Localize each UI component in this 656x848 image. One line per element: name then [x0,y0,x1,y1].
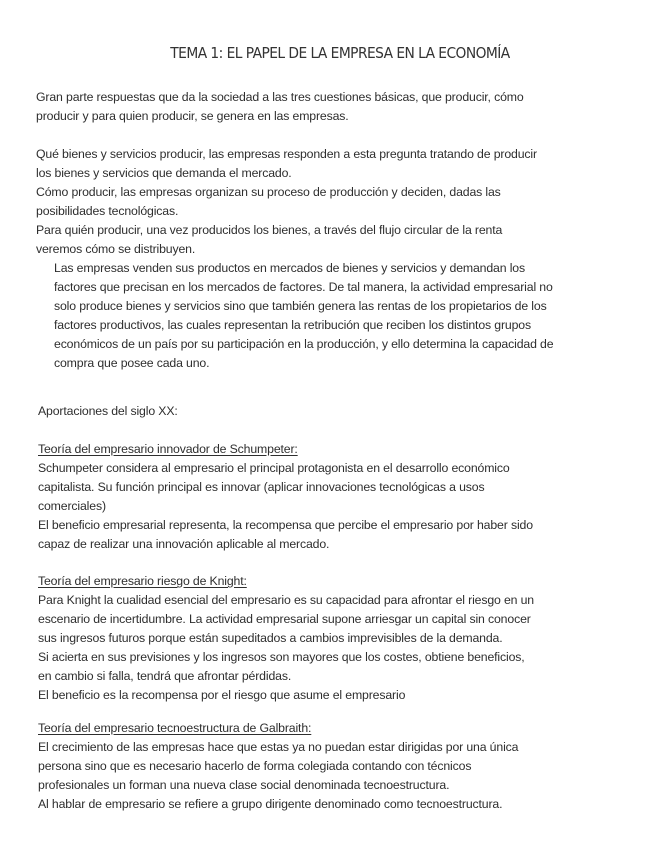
text-line: Qué bienes y servicios producir, las empresas responden a esta pregunta tratando de producir [36,147,537,161]
text-line: Para quién producir, una vez producidos los bienes, a través del flujo circular de la renta [36,223,503,237]
text-line: Schumpeter considera al empresario el principal protagonista en el desarrollo económico [38,461,510,475]
text-line: Al hablar de empresario se refiere a grupo dirigente denominado como tecnoestructura. [38,797,503,811]
text-line: capitalista. Su función principal es innovar (aplicar innovaciones tecnológicas a usos [38,480,485,494]
text-line: veremos cómo se distribuyen. [36,242,196,256]
questions-paragraph [36,145,537,259]
text-line: Gran parte respuestas que da la sociedad a las tres cuestiones básicas, que producir, cómo [36,90,524,104]
text-line: comerciales) [38,499,106,513]
text-line: escenario de incertidumbre. La actividad empresarial supone arriesgar un capital sin conocer [38,612,531,626]
text-line: compra que posee cada uno. [54,356,210,370]
text-line: Para Knight la cualidad esencial del empresario es su capacidad para afrontar el riesgo en un [38,593,534,607]
text-line: persona sino que es necesario hacerlo de forma colegiada contando con técnicos [38,759,472,773]
text-line: El crecimiento de las empresas hace que estas ya no puedan estar dirigidas por una única [38,740,519,754]
text-line: profesionales un forman una nueva clase social denominada tecnoestructura. [38,778,450,792]
section-heading: Teoría del empresario tecnoestructura de Galbraith: [38,721,312,735]
text-line: sus ingresos futuros porque están supeditados a cambios imprevisibles de la demanda. [38,631,503,645]
text-line: solo produce bienes y servicios sino que también genera las rentas de los propietarios de los [54,299,547,313]
schumpeter-section [38,440,533,554]
text-line: producir y para quien producir, se genera en las empresas. [36,109,349,123]
text-line: los bienes y servicios que demanda el mercado. [36,166,292,180]
intro-paragraph [36,88,524,126]
text-line: económicos de un país por su participación en la producción, y ello determina la capacidad de [54,337,554,351]
knight-section [38,572,534,705]
text-line: El beneficio empresarial representa, la recompensa que percibe el empresario por haber sido [38,518,533,532]
aportaciones-label: Aportaciones del siglo XX: [38,404,178,418]
galbraith-section [38,719,518,814]
text-line: El beneficio es la recompensa por el riesgo que asume el empresario [38,688,406,702]
text-line: Si acierta en sus previsiones y los ingresos son mayores que los costes, obtiene beneficios, [38,650,525,664]
text-line: factores productivos, las cuales representan la retribución que reciben los distintos grupos [54,318,531,332]
text-line: capaz de realizar una innovación aplicable al mercado. [38,537,330,551]
section-heading: Teoría del empresario innovador de Schumpeter: [38,442,298,456]
text-line: Cómo producir, las empresas organizan su proceso de producción y deciden, dadas las [36,185,501,199]
section-heading: Teoría del empresario riesgo de Knight: [38,574,247,588]
text-line: factores que precisan en los mercados de factores. De tal manera, la actividad empresarial no [54,280,553,294]
document-title: TEMA 1: EL PAPEL DE LA EMPRESA EN LA ECONOMÍA [170,44,510,62]
text-line: Las empresas venden sus productos en mercados de bienes y servicios y demandan los [54,261,525,275]
text-line: posibilidades tecnológicas. [36,204,179,218]
text-line: en cambio si falla, tendrá que afrontar pérdidas. [38,669,292,683]
indented-paragraph [54,259,553,373]
